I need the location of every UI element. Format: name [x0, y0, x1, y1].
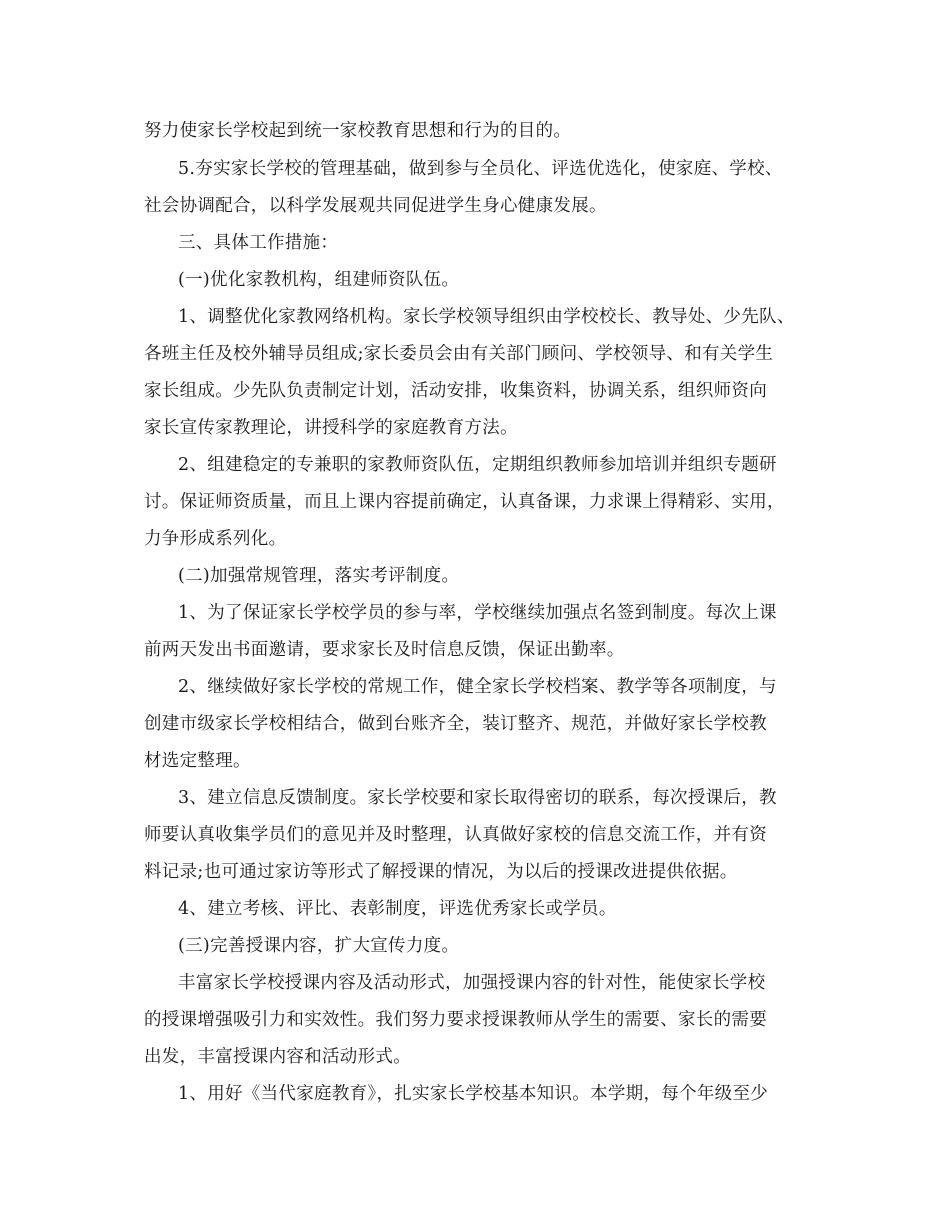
- paragraph-line: 3、建立信息反馈制度。家长学校要和家长取得密切的联系，每次授课后，教: [178, 788, 777, 808]
- paragraph-line: 料记录;也可通过家访等形式了解授课的情况，为以后的授课改进提供依据。: [144, 862, 738, 882]
- paragraph-line: 师要认真收集学员们的意见并及时整理，认真做好家校的信息交流工作，并有资: [144, 825, 767, 845]
- paragraph-line: 出发，丰富授课内容和活动形式。: [144, 1047, 411, 1067]
- paragraph-line: 2、继续做好家长学校的常规工作，健全家长学校档案、教学等各项制度，与: [178, 677, 777, 697]
- subsection-heading: (三)完善授课内容，扩大宣传力度。: [178, 936, 460, 956]
- paragraph-line: 创建市级家长学校相结合，做到台账齐全，装订整齐、规范，并做好家长学校教: [144, 714, 767, 734]
- section-heading: 三、具体工作措施：: [178, 233, 339, 253]
- paragraph-line: 前两天发出书面邀请，要求家长及时信息反馈，保证出勤率。: [144, 640, 625, 660]
- paragraph-line: 讨。保证师资质量，而且上课内容提前确定，认真备课，力求课上得精彩、实用，: [144, 492, 785, 512]
- paragraph-line: 材选定整理。: [144, 751, 251, 771]
- subsection-heading: (二)加强常规管理，落实考评制度。: [178, 566, 460, 586]
- paragraph-line: 1、调整优化家教网络机构。家长学校领导组织由学校校长、教导处、少先队、: [178, 307, 795, 327]
- paragraph-line: 家长宣传家教理论，讲授科学的家庭教育方法。: [144, 418, 518, 438]
- paragraph-line: 4、建立考核、评比、表彰制度，评选优秀家长或学员。: [178, 899, 617, 919]
- paragraph-line: 努力使家长学校起到统一家校教育思想和行为的目的。: [144, 121, 572, 141]
- paragraph-line: 家长组成。少先队负责制定计划，活动安排，收集资料，协调关系，组织师资向: [144, 381, 767, 401]
- paragraph-line: 丰富家长学校授课内容及活动形式，加强授课内容的针对性，能使家长学校: [178, 973, 766, 993]
- paragraph-line: 各班主任及校外辅导员组成;家长委员会由有关部门顾问、学校领导、和有关学生: [144, 344, 774, 364]
- paragraph-line: 1、用好《当代家庭教育》，扎实家长学校基本知识。本学期，每个年级至少: [178, 1084, 769, 1104]
- paragraph-line: 力争形成系列化。: [144, 529, 287, 549]
- subsection-heading: (一)优化家教机构，组建师资队伍。: [178, 270, 460, 290]
- paragraph-line: 2、组建稳定的专兼职的家教师资队伍，定期组织教师参加培训并组织专题研: [178, 455, 777, 475]
- paragraph-line: 5.夯实家长学校的管理基础，做到参与全员化、评选优选化，使家庭、学校、: [178, 159, 783, 179]
- paragraph-line: 1、为了保证家长学校学员的参与率，学校继续加强点名签到制度。每次上课: [178, 603, 777, 623]
- paragraph-line: 社会协调配合，以科学发展观共同促进学生身心健康发展。: [144, 196, 607, 216]
- paragraph-line: 的授课增强吸引力和实效性。我们努力要求授课教师从学生的需要、家长的需要: [144, 1010, 767, 1030]
